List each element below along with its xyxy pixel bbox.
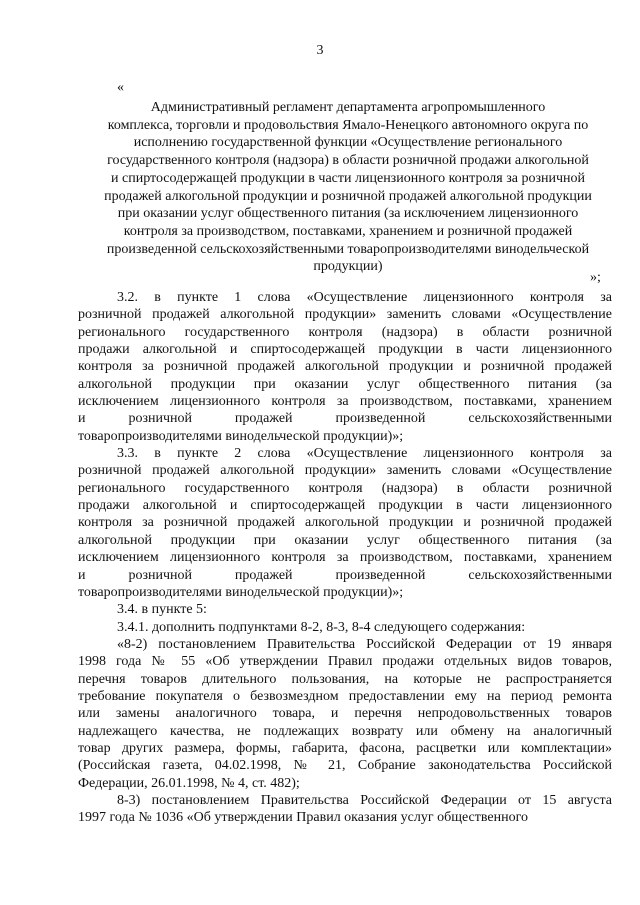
text-line: 3.2. в пункте 1 слова «Осуществление лицензионного контроля за xyxy=(117,290,612,305)
text-line: исключением лицензионного контроля за производством, поставками, хранением xyxy=(78,550,612,566)
text-line: товаропроизводителями винодельческой продукции)»; xyxy=(78,428,404,444)
text-line: перечня товаров длительного пользования, на которые не распространяется xyxy=(78,671,612,687)
paragraph xyxy=(78,289,612,445)
text-line: и розничной продажей произведенной сельскохозяйственными xyxy=(78,567,612,583)
text-line: 3.3. в пункте 2 слова «Осуществление лицензионного контроля за xyxy=(117,446,612,462)
paragraph xyxy=(78,445,612,601)
text-line: алкогольной продукции при оказании услуг общественного питания (за xyxy=(78,532,612,548)
text-line: 3.4.1. дополнить подпунктами 8-2, 8-3, 8-4 следующего содержания: xyxy=(117,619,526,635)
page-number: 3 xyxy=(316,43,324,58)
text-line: и розничной продажей произведенной сельскохозяйственными xyxy=(78,411,612,427)
title-line: при оказании услуг общественного питания (за исключением лицензионного xyxy=(117,206,579,222)
text-line: (Российская газета, 04.02.1998, № 21, Собрание законодательства Российской xyxy=(78,758,612,774)
text-line: продажи алкогольной и спиртосодержащей продукции в части лицензионного xyxy=(78,342,612,358)
text-line: контроля за розничной продажей алкогольной продукции и розничной продажей xyxy=(78,359,612,375)
title-line: государственного контроля (надзора) в области розничной продажи алкогольной xyxy=(107,153,589,169)
paragraph xyxy=(78,792,612,827)
text-line: розничной продажей алкогольной продукции» заменить словами «Осуществление xyxy=(78,307,612,323)
regulation-title xyxy=(78,99,618,276)
text-line: регионального государственного контроля (надзора) в области розничной xyxy=(78,324,612,340)
text-line: товар других размера, формы, габарита, фасона, расцветки или комплектации» xyxy=(78,740,612,756)
title-line: произведенной сельскохозяйственными товаропроизводителями винодельческой xyxy=(106,241,590,257)
title-line: продажей алкогольной продукции и розничной продажей алкогольной продукции xyxy=(104,188,592,204)
title-line: и спиртосодержащей продукции в части лицензионного контроля за розничной xyxy=(111,170,585,186)
text-line: продажи алкогольной и спиртосодержащей продукции в части лицензионного xyxy=(78,498,612,514)
text-line: алкогольной продукции при оказании услуг общественного питания (за xyxy=(78,376,612,392)
text-line: 8-3) постановлением Правительства Российской Федерации от 15 августа xyxy=(117,792,612,808)
text-line: 3.4. в пункте 5: xyxy=(117,602,207,618)
paragraph xyxy=(78,619,612,636)
text-line: регионального государственного контроля (надзора) в области розничной xyxy=(78,480,612,496)
title-line: Административный регламент департамента агропромышленного xyxy=(150,100,546,115)
opening-quote-mark: « xyxy=(117,80,124,95)
title-line: исполнению государственной функции «Осуществление регионального xyxy=(133,135,563,151)
text-line: контроля за розничной продажей алкогольной продукции и розничной продажей xyxy=(78,515,612,531)
text-line: «8-2) постановлением Правительства Российской Федерации от 19 января xyxy=(117,636,612,652)
document-body xyxy=(78,289,612,827)
text-line: надлежащего качества, не подлежащих возврату или обмену на аналогичный xyxy=(78,723,612,739)
text-line: требование покупателя о безвозмездном предоставлении ему на период ремонта xyxy=(78,688,612,704)
paragraph xyxy=(78,601,612,618)
title-line: продукции) xyxy=(313,259,383,275)
text-line: розничной продажей алкогольной продукции» заменить словами «Осуществление xyxy=(78,463,612,479)
text-line: Федерации, 26.01.1998, № 4, ст. 482); xyxy=(78,775,300,791)
title-line: контроля за производством, поставками, хранением и розничной продажей xyxy=(123,223,573,239)
text-line: 1997 года № 1036 «Об утверждении Правил оказания услуг общественного xyxy=(78,810,529,826)
text-line: исключением лицензионного контроля за производством, поставками, хранением xyxy=(78,394,612,410)
text-line: товаропроизводителями винодельческой продукции)»; xyxy=(78,584,404,600)
title-line: комплекса, торговли и продовольствия Ямало-Ненецкого автономного округа по xyxy=(107,117,589,133)
paragraph xyxy=(78,636,612,792)
text-line: 1998 года № 55 «Об утверждении Правил продажи отдельных видов товаров, xyxy=(78,654,612,670)
closing-quote-mark: »; xyxy=(590,270,601,285)
text-line: или замены аналогичного товара, и перечня непродовольственных товаров xyxy=(78,706,612,722)
